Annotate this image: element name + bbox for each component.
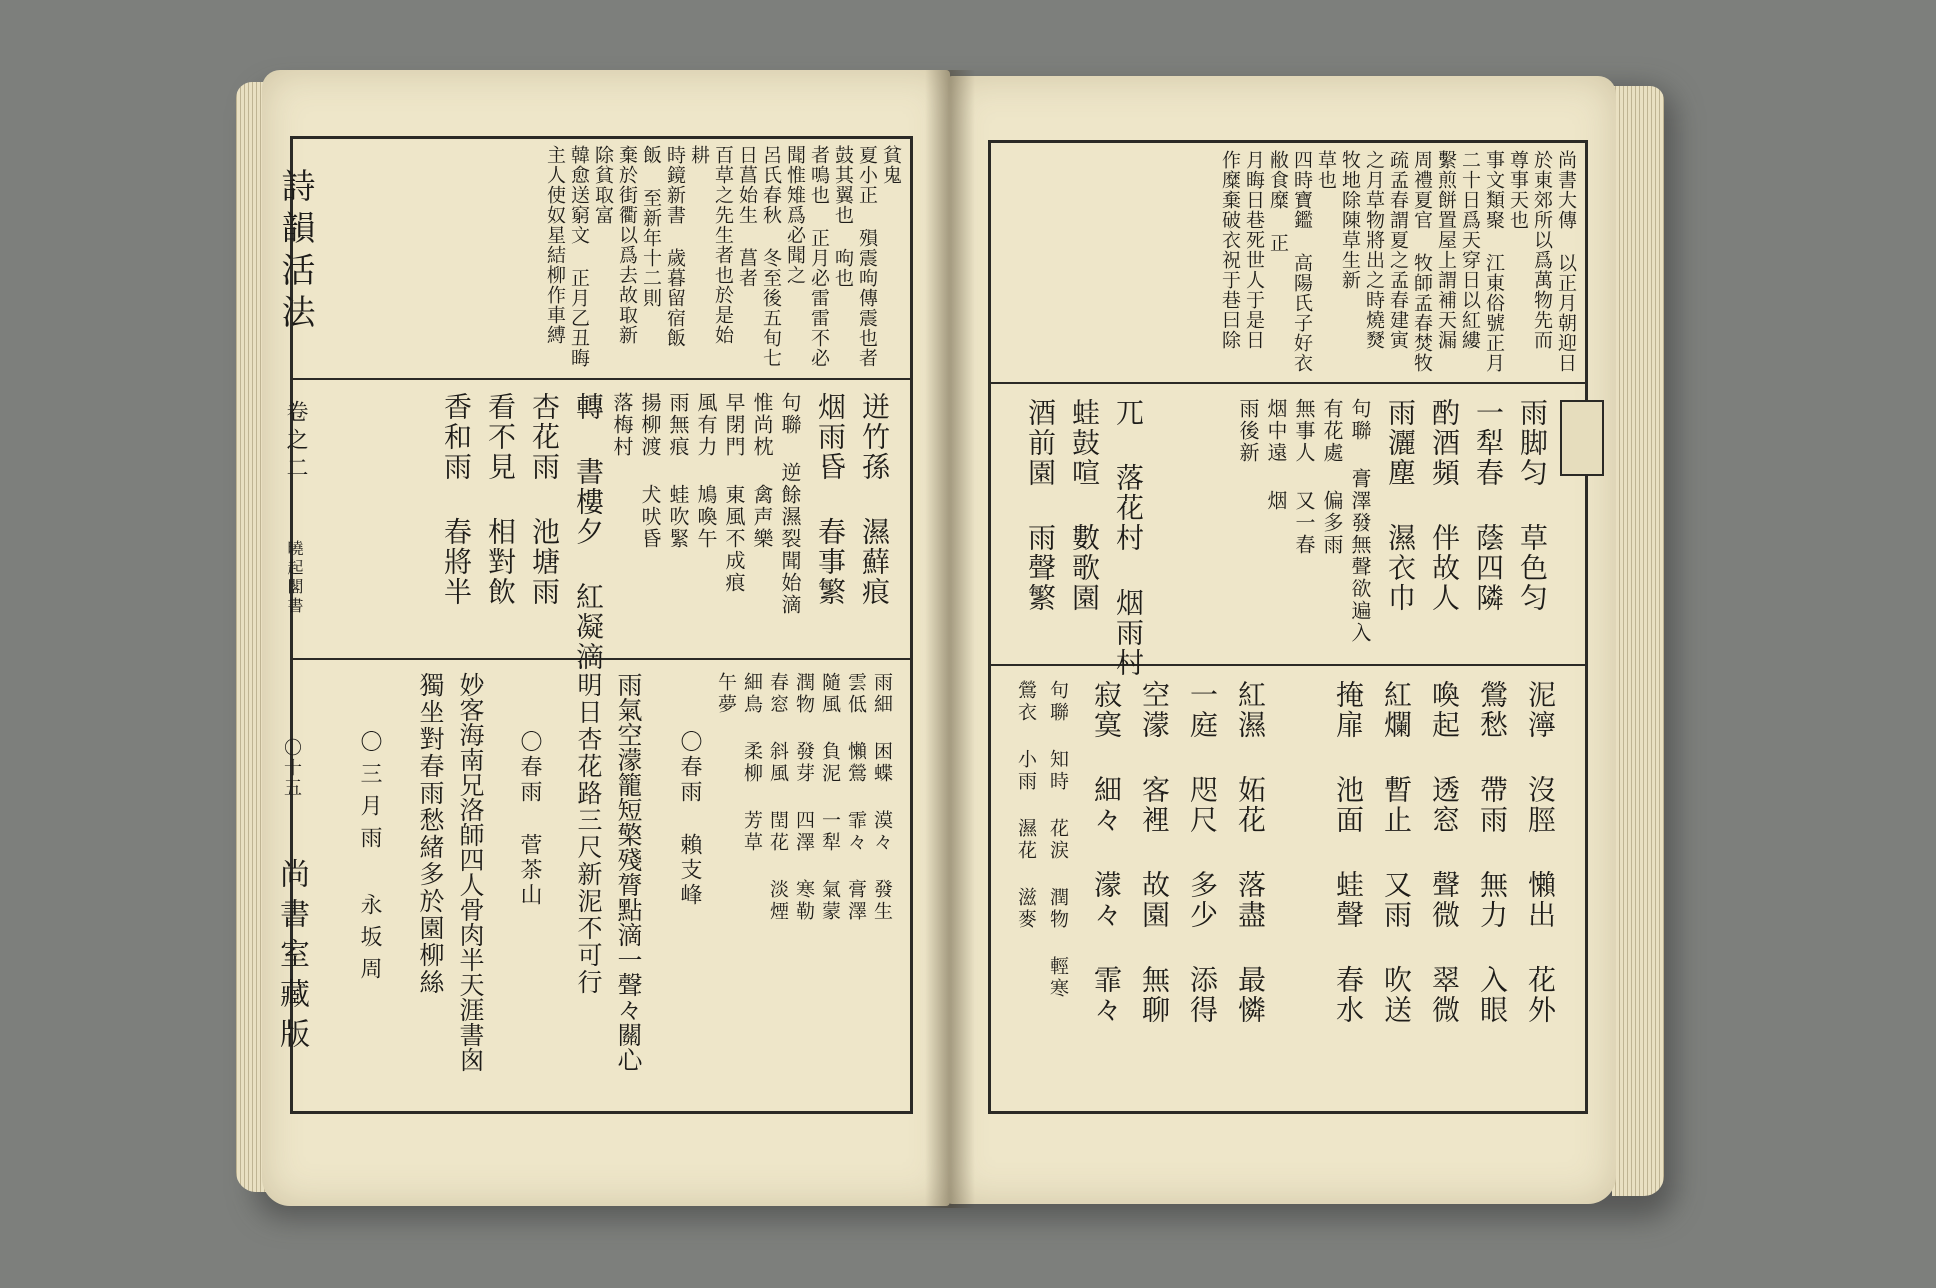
text-column: 繫煎餅置屋上謂補天漏	[1435, 150, 1457, 350]
phrase-column: 雨後新	[1236, 398, 1260, 464]
phrase-column: 烟中遠 烟	[1264, 398, 1288, 512]
text-column: 二十日爲天穿日以紅縷	[1459, 150, 1481, 350]
text-column: 棄於街衢以爲去故取新	[616, 145, 638, 345]
vocab-column: 雨細 困蝶 漠々 發生	[871, 672, 893, 923]
phrase-column: 有花處 偏多雨	[1320, 398, 1344, 556]
right-page-edges	[1612, 86, 1664, 1196]
imprint-mark: 尚書室藏版	[274, 858, 309, 1058]
text-column: 月晦日巷死世人于是日	[1243, 150, 1265, 350]
vocab-column: 鶯衣 小雨 濕花 滋麥	[1015, 680, 1037, 931]
phrase-column: 雨灑塵 濕衣巾	[1384, 398, 1417, 613]
phrase-column: 蛙鼓喧 數歌園	[1068, 398, 1101, 613]
text-column: 周禮夏官 牧師孟春焚牧	[1411, 150, 1433, 373]
phrase-column: 句聯 膏澤發無聲欲遍入	[1348, 398, 1372, 644]
text-column: 事文類聚 江東俗號正月	[1483, 150, 1505, 373]
text-column: 於東郊所以爲萬物先而	[1531, 150, 1553, 350]
vocab-column: 鶯愁 帶雨 無力 入眼	[1476, 680, 1509, 1025]
phrase-column: 一犁春 蔭四隣	[1472, 398, 1505, 613]
text-column: 聞惟雉爲必聞之	[784, 145, 806, 285]
right-divider-top	[988, 382, 1588, 384]
phrase-column: 迸竹孫 濕蘚痕	[858, 392, 891, 607]
text-column: 者鳴也 正月必雷雷不必	[808, 145, 830, 368]
vocab-column: 一庭 咫尺 多少 添得	[1186, 680, 1219, 1025]
text-column: 時鏡新書 歲暮留宿飯	[664, 145, 686, 348]
phrase-column: 無事人 又一春	[1292, 398, 1316, 556]
text-column: 鼓其翼也 呴也	[832, 145, 854, 288]
text-column: 日菖始生 菖者	[736, 145, 758, 288]
text-column: 疏孟春謂夏之孟春建寅	[1387, 150, 1409, 350]
phrase-column: 惟尚枕 禽声樂	[750, 392, 774, 550]
phrase-column: 看不見 相對飲	[484, 392, 517, 607]
poem-heading: 〇三月雨 永坂周	[357, 730, 382, 989]
poem-line: 明日杏花路三尺新泥不可行	[574, 672, 603, 996]
text-column: 敝食糜 正	[1267, 150, 1289, 253]
phrase-column: 風有力 鳩喚午	[694, 392, 718, 550]
page-number: 〇十五	[281, 738, 302, 798]
text-column: 呂氏春秋 冬至後五旬七	[760, 145, 782, 368]
vocab-column: 隨風 負泥 一犁 氣蒙	[819, 672, 841, 923]
vocab-column: 句聯 知時 花涙 潤物 輕寒	[1047, 680, 1069, 1000]
phrase-column: 揚柳渡 犬吠昏	[638, 392, 662, 550]
phrase-column: 落梅村	[610, 392, 634, 458]
phrase-column: 早閉門 東風不成痕	[722, 392, 746, 594]
vocab-column: 午夢	[715, 672, 737, 716]
text-column: 夏小正 殞震呴傳震也者	[856, 145, 878, 368]
vocab-column: 掩扉 池面 蛙聲 春水	[1332, 680, 1365, 1025]
vocab-column: 紅濕 妬花 落盡 最憐	[1234, 680, 1267, 1025]
phrase-column: 酌酒頻 伴故人	[1428, 398, 1461, 613]
text-column: 牧地除陳草生新	[1339, 150, 1361, 290]
text-column: 耕	[688, 145, 710, 165]
phrase-column: 烟雨昏 春事繁	[814, 392, 847, 607]
phrase-column: 轉 書樓夕 紅凝滴	[572, 392, 605, 672]
vocab-column: 空濛 客裡 故園 無聊	[1138, 680, 1171, 1025]
volume-label: 卷之二	[283, 400, 308, 484]
phrase-column: 句聯 逆餘濕裂聞始滴	[778, 392, 802, 616]
poem-heading: 〇春雨 菅茶山	[517, 730, 542, 908]
poem-line: 雨氣空濛籠短檠殘膂點滴一聲々關心	[614, 672, 643, 1072]
vocab-column: 寂寞 細々 濛々 霏々	[1090, 680, 1123, 1025]
text-column: 尚書大傳 以正月朝迎日	[1555, 150, 1577, 373]
publisher-mark: 曉起閣書	[285, 540, 304, 616]
phrase-column: 酒前園 雨聲繁	[1024, 398, 1057, 613]
text-column: 作糜棄破衣祝于巷曰除	[1219, 150, 1241, 350]
text-column: 四時寶鑑 高陽氏子好衣	[1291, 150, 1313, 373]
phrase-column: 兀 落花村 烟雨村	[1112, 398, 1145, 678]
left-divider-top	[290, 378, 913, 380]
poem-line: 獨坐對春雨愁緒多於園柳絲	[416, 672, 445, 996]
vocab-column: 潤物 發芽 四澤 寒勒	[793, 672, 815, 923]
text-column: 之月草物將出之時燒燹	[1363, 150, 1385, 350]
vocab-column: 喚起 透窓 聲微 翠微	[1428, 680, 1461, 1025]
text-column: 尊事天也	[1507, 150, 1529, 230]
phrase-column: 雨無痕 蛙吹緊	[666, 392, 690, 550]
vocab-column: 雲低 懶鶯 霏々 膏澤	[845, 672, 867, 923]
text-column: 草也	[1315, 150, 1337, 190]
poem-heading: 〇春雨 賴支峰	[677, 730, 702, 908]
book-gutter	[925, 70, 975, 1208]
right-divider-bottom	[988, 664, 1588, 666]
book-title: 詩韻活法	[275, 168, 315, 336]
text-column: 韓愈送窮文 正月乙丑晦	[568, 145, 590, 368]
text-column: 飯 至新年十二則	[640, 145, 662, 308]
text-column: 主人使奴星結柳作車縛	[544, 145, 566, 345]
margin-tab	[1560, 400, 1604, 476]
phrase-column: 杏花雨 池塘雨	[528, 392, 561, 607]
poem-line: 妙客海南兄洛師四人骨肉半天涯書囪	[456, 672, 485, 1072]
text-column: 貧鬼	[880, 145, 902, 185]
vocab-column: 春窓 斜風 閏花 淡煙	[767, 672, 789, 923]
vocab-column: 細鳥 柔柳 芳草	[741, 672, 763, 854]
vocab-column: 紅爛 暫止 又雨 吹送	[1380, 680, 1413, 1025]
phrase-column: 雨脚匀 草色匀	[1516, 398, 1549, 613]
text-column: 百草之先生者也於是始	[712, 145, 734, 345]
text-column: 除貧取富	[592, 145, 614, 225]
phrase-column: 香和雨 春將半	[440, 392, 473, 607]
vocab-column: 泥濘 沒脛 懶出 花外	[1524, 680, 1557, 1025]
